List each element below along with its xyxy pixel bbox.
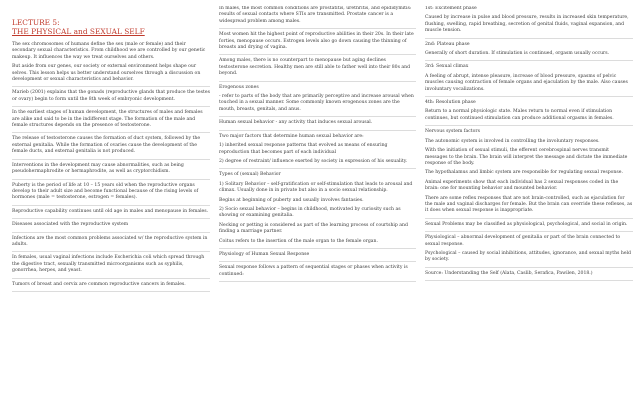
paragraph: The release of testosterone causes the formation of duct system, followed by the external genitalia. While the formation of ovaries cause the development of the female ducts, and external genitalia is not produced. <box>12 136 201 155</box>
text-block <box>12 42 210 87</box>
paragraph: But aside from our genes, our society or external environment helps shape our selves. This lesson helps us better understand ourselves through a discussion on development or sexual characteristics and behavior. <box>12 64 201 83</box>
paragraph: A feeling of abrupt, intense pleasure, increase of blood pressure, spasms of pelvic muscles causing contraction of female organs and ejaculation by the male. Also causes involuntary vocalizations. <box>425 73 628 92</box>
paragraph: Among males, there is no counterpart to menopause but aging declines testosterone secretion. Healthy men are still able to father well into their 80s and beyond. <box>219 58 411 77</box>
text-block <box>219 265 416 282</box>
column-middle <box>219 6 416 415</box>
paragraph: Infections are the most common problems associated w/ the reproductive system in adults. <box>12 235 208 247</box>
paragraph: Nervous system factors <box>425 129 480 135</box>
text-block <box>425 271 633 281</box>
text-block <box>425 6 633 39</box>
paragraph: Physiological – abnormal development of genitalia or part of the brain connected to sexual response. <box>425 235 621 247</box>
text-block <box>12 222 210 232</box>
column-left <box>12 6 210 415</box>
text-block <box>425 100 633 126</box>
paragraph: 2) degree of restraint/ influence exerted by society in expression of his sexuality. <box>219 158 408 164</box>
lecture-title <box>12 18 210 36</box>
text-block <box>425 64 633 97</box>
paragraph: Reproductive capability continues until old age in males and menopause in females. <box>12 208 209 214</box>
paragraph: Psychological – caused by social inhibitions, attitudes, ignorance, and sexual myths held by society. <box>425 250 631 263</box>
text-block <box>12 136 210 159</box>
paragraph: Begins at beginning of puberty and usually involves fantasies. <box>219 197 364 203</box>
paragraph: Return to a normal physiologic state. Males return to normal even if stimulation continues, but continued stimulation can produce additional orgasms in females. <box>425 109 614 121</box>
text-block <box>219 6 416 29</box>
text-block <box>219 58 416 81</box>
paragraph: Puberty is the period of life at 10 – 15 years old when the reproductive organs develop to their adult size and become functional because of the rising levels of hormones (male = testosterone, estrogen = females). <box>12 182 199 201</box>
paragraph: Sexual Problems may be classified as physiological, psychological, and social in origin. <box>425 221 628 227</box>
lecture-title-line1: LECTURE 5: <box>12 18 60 27</box>
paragraph: 2nd: Plateau phase <box>425 41 470 47</box>
paragraph: There are some reflex responses that are not brain-controlled, such as ejaculation for the male and vaginal discharges for female. But the brain can override these reflexes, as it does when sexual response is inappropriate. <box>425 195 633 214</box>
paragraph: Marieb (2001) explains that the gonads (reproductive glands that produce the testes or ovary) begin to form until the 8th week of embryonic development. <box>12 90 210 102</box>
paragraph: Source: Understanding the Self (Alata, Caslib, Serafica, Pawilen, 2018.) <box>425 270 593 276</box>
column-right <box>425 6 633 415</box>
paragraph: 3rd: Sexual climax <box>425 64 469 70</box>
paragraph: Coitus refers to the insertion of the male organ to the female organ. <box>219 238 378 244</box>
paragraph: Two major factors that determine human sexual behavior are: <box>219 133 364 139</box>
text-block <box>12 90 210 107</box>
text-block <box>12 183 210 206</box>
text-block <box>12 282 210 292</box>
text-block <box>219 172 416 249</box>
paragraph: Caused by increase in pulse and blood pressure, results in increased skin temperature, flushing, swelling, rapid breathing, secretion of genital fluids, vaginal expansion, and muscle tension. <box>425 15 629 34</box>
paragraph: Erogenous zones <box>219 84 259 90</box>
paragraph: - refer to parts of the body that are primarily perceptive and increase arousal when touched in a sexual manner. Some commonly known erogenous zones are the mouth, breasts, genitals, and anus. <box>219 94 414 112</box>
paragraph: Generally of short duration. If stimulation is continued, orgasm usually occurs. <box>425 51 610 57</box>
paragraph: 4th: Resolution phase <box>425 100 476 106</box>
paragraph: Necking or petting is considered as part of the learning process of courtship and finding a marriage partner. <box>219 222 408 235</box>
text-block <box>12 110 210 133</box>
paragraph: 1) inherited sexual response patterns that evolved as means of ensuring reproduction that becomes part of each individual <box>219 143 388 155</box>
paragraph: Tumors of breast and cervix are common reproductive cancers in females. <box>12 281 186 287</box>
paragraph: Animal experiments show that each individual has 2 sexual responses coded in the brain: one for mounting behavior and mounted behavior. <box>425 179 619 192</box>
paragraph: The hypothalamus and limbic system are responsible for regulating sexual response. <box>425 170 623 176</box>
text-block <box>425 129 633 218</box>
text-block <box>219 252 416 262</box>
text-block <box>12 163 210 180</box>
paragraph: Most women hit the highest point of reproductive abilities in their 20s. In their late forties, menopause occurs. Estrogen levels also go down causing the thinning of breasts and drying of vagina. <box>219 32 414 51</box>
paragraph: Diseases associated with the reproductive system <box>12 222 129 228</box>
text-block <box>219 85 416 118</box>
paragraph: In males, the most common conditions are prostatitis, urethritis, and epididymitis: results of sexual contacts where STIs are transmitted. Prostate cancer is a widespread problem among males. <box>219 6 412 24</box>
text-block <box>425 235 633 268</box>
paragraph: Interventions in the development may cause abnormalities, such as being pseudohermaphrodite or hermaphrodite, as well as cryptorchidism. <box>12 162 184 175</box>
text-block <box>219 134 416 170</box>
paragraph: In the earliest stages of human development, the structures of males and females are alike and said to be in the indifferent stage. The formation of the male and female structures depends on the presence of testosterone. <box>12 110 203 129</box>
paragraph: 1) Solitary Behavior – self-gratification or self-stimulation that leads to arousal and climax. Usually done in in private but also in a socio sexual relationship. <box>219 181 413 194</box>
text-block <box>219 120 416 130</box>
text-block <box>219 32 416 55</box>
paragraph: Types of (sexual) Behavior <box>219 172 281 178</box>
paragraph: Sexual response follows a pattern of sequential stages or phases when activity is continued: <box>219 265 408 277</box>
paragraph: With the initiation of sexual stimuli, the efferent cerebrospinal nerves transmit messages to the brain. The brain will interpret the message and dictate the immediate response of the body. <box>425 148 628 166</box>
paragraph: 2) Socio sexual behavior – begins in childhood, motivated by curiosity such as showing or examining genitalia. <box>219 206 401 219</box>
paragraph: 1st: Excitement phase <box>425 6 477 11</box>
text-block <box>12 236 210 253</box>
paragraph: In females, usual vaginal infections include Escherichia coli which spread through the digestive tract, sexually transmitted microorganisms such as syphilis, gonorrhea, herpes, and yeast. <box>12 255 205 274</box>
text-block <box>425 42 633 62</box>
paragraph: Physiology of Human Sexual Response <box>219 251 310 257</box>
text-block <box>12 255 210 278</box>
lecture-title-line2: THE PHYSICAL and SEXUAL SELF <box>12 27 145 36</box>
text-block <box>12 209 210 219</box>
paragraph: The sex chromosomes of humans define the sex (male or female) and their secondary sexual characteristics. From childhood we are controlled by our genetic makeup. It influences the way we treat ourselves and others. <box>12 42 206 60</box>
text-block <box>425 222 633 232</box>
paragraph: Human sexual behavior - any activity that induces sexual arousal. <box>219 120 373 126</box>
paragraph: The autonomic system is involved in controlling the involuntary responses. <box>425 138 600 144</box>
